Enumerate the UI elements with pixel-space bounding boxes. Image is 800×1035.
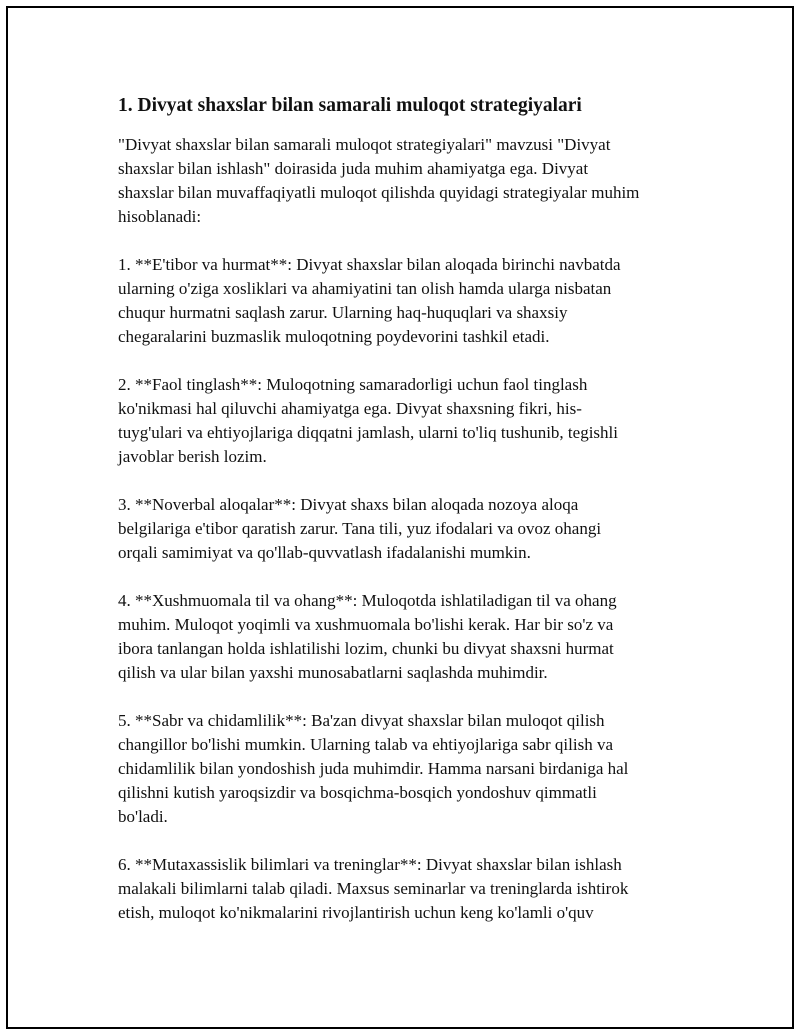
text-line: etish, muloqot ko'nikmalarini rivojlantirish uchun keng ko'lamli o'quv (118, 903, 594, 922)
text-line: chegaralarini buzmaslik muloqotning poydevorini tashkil etadi. (118, 327, 550, 346)
text-line: 1. **E'tibor va hurmat**: Divyat shaxslar bilan aloqada birinchi navbatda (118, 255, 621, 274)
text-line: ibora tanlangan holda ishlatilishi lozim, chunki bu divyat shaxsni hurmat (118, 639, 614, 658)
text-line: qilish va ular bilan yaxshi munosabatlarni saqlashda muhimdir. (118, 663, 548, 682)
paragraph (118, 253, 698, 349)
document-body (118, 92, 698, 949)
text-line: changillor bo'lishi mumkin. Ularning talab va ehtiyojlariga sabr qilish va (118, 735, 614, 754)
paragraph (118, 373, 698, 469)
text-line: belgilariga e'tibor qaratish zarur. Tana tili, yuz ifodalari va ovoz ohangi (118, 519, 602, 538)
text-line: javoblar berish lozim. (118, 447, 267, 466)
text-line: 2. **Faol tinglash**: Muloqotning samaradorligi uchun faol tinglash (118, 375, 588, 394)
text-line: 3. **Noverbal aloqalar**: Divyat shaxs bilan aloqada nozoya aloqa (118, 495, 579, 514)
text-line: hisoblanadi: (118, 207, 202, 226)
text-line: "Divyat shaxslar bilan samarali muloqot strategiyalari" mavzusi "Divyat (118, 135, 611, 154)
section-heading: 1. Divyat shaxslar bilan samarali muloqot strategiyalari (118, 95, 582, 116)
paragraph (118, 853, 698, 925)
text-line: chidamlilik bilan yondoshish juda muhimdir. Hamma narsani birdaniga hal (118, 759, 629, 778)
text-line: bo'ladi. (118, 807, 168, 826)
text-line: ularning o'ziga xosliklari va ahamiyatini tan olish hamda ularga nisbatan (118, 279, 612, 298)
text-line: tuyg'ulari va ehtiyojlariga diqqatni jamlash, ularni to'liq tushunib, tegishli (118, 423, 618, 442)
text-line: shaxslar bilan ishlash" doirasida juda muhim ahamiyatga ega. Divyat (118, 159, 589, 178)
text-line: shaxslar bilan muvaffaqiyatli muloqot qilishda quyidagi strategiyalar muhim (118, 183, 640, 202)
text-line: 4. **Xushmuomala til va ohang**: Muloqotda ishlatiladigan til va ohang (118, 591, 617, 610)
text-line: ko'nikmasi hal qiluvchi ahamiyatga ega. Divyat shaxsning fikri, his- (118, 399, 582, 418)
paragraph-list (118, 133, 698, 925)
paragraph (118, 133, 698, 229)
text-line: muhim. Muloqot yoqimli va xushmuomala bo'lishi kerak. Har bir so'z va (118, 615, 614, 634)
paragraph (118, 589, 698, 685)
text-line: orqali samimiyat va qo'llab-quvvatlash ifadalanishi mumkin. (118, 543, 531, 562)
text-line: 6. **Mutaxassislik bilimlari va treninglar**: Divyat shaxslar bilan ishlash (118, 855, 622, 874)
text-line: qilishni kutish yaroqsizdir va bosqichma-bosqich yondoshuv qimmatli (118, 783, 597, 802)
text-line: malakali bilimlarni talab qiladi. Maxsus seminarlar va treninglarda ishtirok (118, 879, 629, 898)
text-line: chuqur hurmatni saqlash zarur. Ularning haq-huquqlari va shaxsiy (118, 303, 568, 322)
paragraph (118, 493, 698, 565)
paragraph (118, 709, 698, 829)
text-line: 5. **Sabr va chidamlilik**: Ba'zan divyat shaxslar bilan muloqot qilish (118, 711, 605, 730)
